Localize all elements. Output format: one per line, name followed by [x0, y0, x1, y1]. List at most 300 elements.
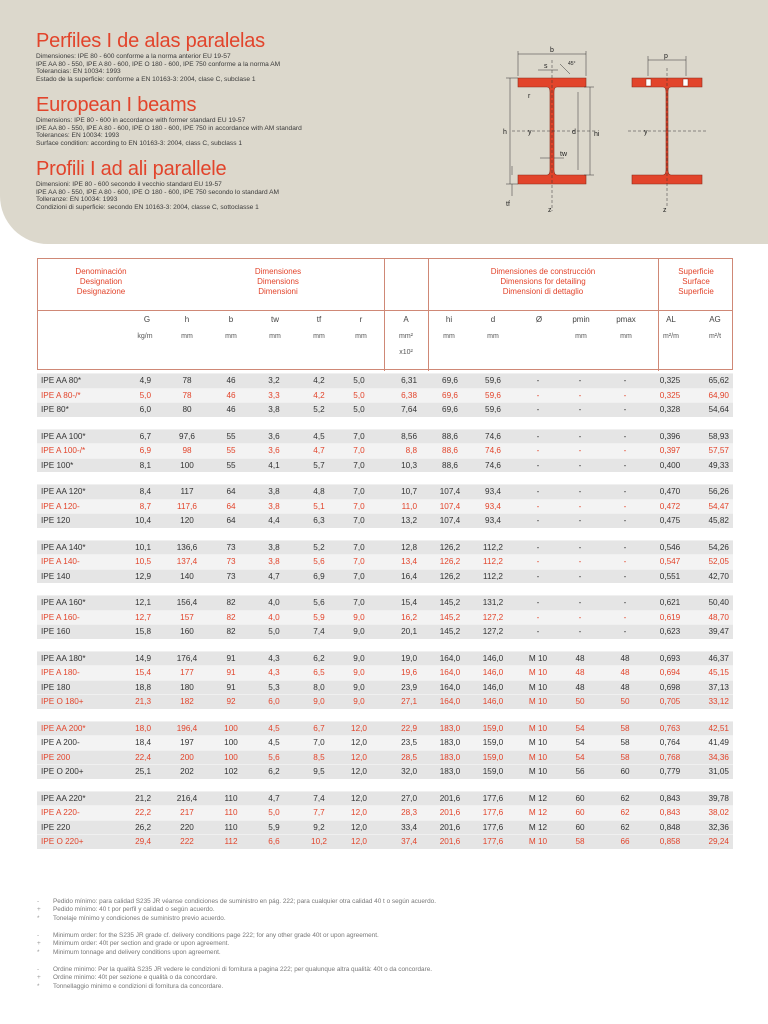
table-cell: 6,0 — [268, 697, 280, 706]
table-cell: 38,02 — [708, 808, 729, 817]
table-cell: 7,0 — [353, 431, 365, 441]
table-cell: 201,6 — [439, 837, 461, 846]
table-cell: 22,4 — [135, 752, 151, 762]
table-cell: 8,1 — [139, 460, 151, 470]
table-cell: 6,6 — [268, 837, 280, 846]
table-cell: 9,0 — [353, 612, 365, 622]
table-cell: - — [623, 460, 627, 470]
table-cell: 91 — [226, 682, 236, 692]
table-cell: M 10 — [528, 668, 548, 677]
symbol-hi: hi — [445, 315, 453, 324]
table-cell: 45,15 — [708, 668, 729, 677]
table-cell: 93,4 — [485, 501, 501, 511]
table-cell: 64 — [226, 516, 236, 525]
table-cell: 73 — [226, 571, 236, 581]
table-cell: 12,1 — [135, 598, 151, 607]
table-cell: 91 — [226, 653, 236, 663]
table-cell: 200 — [180, 752, 194, 762]
label-h: h — [503, 129, 507, 136]
cell-designation: IPE A 200- — [41, 738, 80, 747]
footnote: - Minimum order: for the S235 JR grade cf. delivery conditions page 222; for any other grade 40t or upon agreement. — [37, 932, 379, 939]
table-cell: 32,36 — [708, 822, 729, 832]
table-row — [37, 388, 733, 403]
table-cell: M 10 — [528, 682, 548, 692]
table-cell: 7,0 — [353, 571, 365, 581]
table-cell: 0,325 — [659, 376, 681, 385]
table-cell: - — [623, 501, 627, 511]
table-cell: 0,779 — [659, 767, 681, 776]
table-cell: 5,7 — [313, 460, 325, 470]
table-cell: 177,6 — [482, 808, 504, 817]
table-cell: - — [578, 446, 582, 455]
table-cell: 62 — [620, 808, 630, 817]
table-row — [37, 694, 733, 709]
table-cell: - — [536, 390, 540, 400]
table-cell: 18,0 — [135, 723, 151, 733]
table-cell: M 12 — [528, 822, 548, 832]
symbol-diameter: Ø — [535, 315, 543, 324]
i-beam-bolt-diagram — [622, 46, 712, 216]
table-cell: 16,4 — [401, 571, 417, 581]
footnotes-english — [37, 932, 379, 957]
table-cell: 73 — [226, 557, 236, 566]
table-cell: 7,0 — [353, 487, 365, 496]
table-cell: 5,0 — [268, 627, 280, 636]
table-row — [37, 499, 733, 514]
header-designation: Denominación Designation Designazione — [75, 267, 127, 296]
table-cell: 55 — [226, 431, 236, 441]
table-header — [37, 258, 733, 370]
table-cell: - — [578, 516, 582, 525]
table-cell: 183,0 — [439, 723, 461, 733]
section-line: IPE AA 80 - 550, IPE A 80 - 600, IPE O 180 - 600, IPE 750 conforme a la norma AM — [36, 60, 281, 68]
table-cell: 0,848 — [659, 822, 681, 832]
table-cell: 4,1 — [268, 460, 280, 470]
cell-designation: IPE AA 140* — [41, 542, 86, 552]
table-cell: 46 — [226, 390, 236, 400]
table-cell: 15,4 — [135, 668, 151, 677]
table-cell: - — [536, 557, 540, 566]
label-d: d — [572, 129, 576, 136]
table-cell: 4,7 — [268, 793, 280, 803]
section-line: Tolerancias: EN 10034: 1993 — [36, 68, 121, 76]
table-cell: 0,768 — [659, 752, 681, 762]
unit-al: m²/m — [663, 333, 679, 340]
table-cell: 9,0 — [353, 682, 365, 692]
footnote: - Pedido mínimo: para calidad S235 JR véanse condiciones de suministro en pág. 222; para cualquier otra calidad 40 t o según acuerdo. — [37, 898, 436, 905]
table-cell: 10,1 — [135, 542, 151, 552]
footnote: * Minimum tonnage and delivery conditions upon agreement. — [37, 948, 221, 956]
cell-designation: IPE AA 220* — [41, 793, 86, 803]
table-cell: - — [623, 516, 627, 525]
table-row — [37, 402, 733, 417]
section-line: Dimensions: IPE 80 - 600 in accordance with former standard EU 19-57 — [36, 117, 246, 124]
table-cell: 59,6 — [485, 405, 501, 414]
table-cell: 56,26 — [708, 487, 729, 496]
table-cell: 80 — [182, 405, 192, 414]
table-cell: 197 — [180, 738, 194, 747]
table-row — [37, 651, 733, 666]
table-cell: 183,0 — [439, 767, 461, 776]
table-cell: 12,0 — [351, 738, 367, 747]
table-cell: 5,1 — [313, 501, 325, 511]
section-line: Tolerances: EN 10034: 1993 — [36, 132, 120, 140]
table-cell: M 10 — [528, 767, 548, 776]
table-cell: 10,2 — [311, 837, 327, 846]
table-cell: - — [578, 501, 582, 511]
table-row — [37, 373, 733, 388]
table-cell: 12,0 — [351, 793, 367, 803]
table-cell: 12,0 — [351, 808, 367, 817]
label-z: z — [548, 207, 552, 214]
table-cell: 4,7 — [268, 571, 280, 581]
table-cell: 6,31 — [401, 376, 417, 385]
table-cell: 7,0 — [313, 738, 325, 747]
table-cell: 7,7 — [313, 808, 325, 817]
table-cell: 8,4 — [139, 487, 151, 496]
table-cell: 6,9 — [313, 571, 325, 581]
table-cell: 177,6 — [482, 822, 504, 832]
table-cell: - — [623, 376, 627, 385]
table-cell: 64,90 — [708, 390, 729, 400]
table-cell: 0,551 — [659, 571, 681, 581]
table-cell: - — [623, 446, 627, 455]
table-cell: - — [578, 460, 582, 470]
table-cell: - — [536, 431, 540, 441]
table-cell: 58 — [620, 738, 630, 747]
table-cell: - — [623, 612, 627, 622]
label-s: s — [544, 63, 548, 70]
table-cell: 4,2 — [313, 390, 325, 400]
cell-designation: IPE AA 160* — [41, 598, 86, 607]
table-row — [37, 554, 733, 569]
table-cell: - — [578, 390, 582, 400]
table-cell: 97,6 — [179, 431, 195, 441]
table-cell: 73 — [226, 542, 236, 552]
table-cell: 120 — [180, 516, 194, 525]
table-cell: 48 — [575, 682, 585, 692]
footnote: * Tonnellaggio minimo e condizioni di fornitura da concordare. — [37, 982, 224, 990]
table-cell: 12,7 — [135, 612, 151, 622]
unit-g: kg/m — [137, 333, 153, 340]
table-cell: 0,621 — [659, 598, 681, 607]
table-cell: 157 — [180, 612, 194, 622]
table-cell: 3,6 — [268, 446, 280, 455]
table-cell: 5,0 — [139, 390, 151, 400]
table-cell: 25,1 — [135, 767, 151, 776]
table-cell: 22,2 — [135, 808, 151, 817]
table-cell: 112,2 — [483, 571, 503, 581]
cell-designation: IPE O 180+ — [41, 697, 84, 706]
table-cell: 131,2 — [482, 598, 504, 607]
table-cell: - — [536, 627, 540, 636]
table-cell: 28,3 — [401, 808, 417, 817]
table-cell: - — [623, 571, 627, 581]
table-cell: 110 — [224, 822, 238, 832]
table-cell: - — [623, 557, 627, 566]
table-cell: 7,0 — [353, 516, 365, 525]
table-cell: 58,93 — [708, 431, 729, 441]
table-row — [37, 624, 733, 639]
table-cell: 60 — [575, 793, 585, 803]
table-cell: - — [536, 501, 540, 511]
row-group — [37, 595, 733, 639]
table-cell: - — [578, 376, 582, 385]
table-cell: 62 — [620, 822, 630, 832]
table-cell: 55 — [226, 446, 236, 455]
table-body — [37, 373, 733, 861]
table-cell: 33,4 — [401, 822, 417, 832]
symbol-tf: tf — [316, 315, 322, 324]
table-cell: 48 — [575, 653, 585, 663]
table-cell: - — [536, 460, 540, 470]
unit-hi: mm — [443, 333, 455, 340]
cell-designation: IPE O 200+ — [41, 767, 84, 776]
table-cell: 5,0 — [268, 808, 280, 817]
table-cell: 5,6 — [313, 598, 325, 607]
row-group — [37, 484, 733, 528]
cell-designation: IPE 200 — [41, 752, 71, 762]
table-cell: 9,0 — [353, 697, 365, 706]
label-y: y — [528, 129, 532, 136]
table-cell: 160 — [180, 627, 194, 636]
section-line: IPE AA 80 - 550, IPE A 80 - 600, IPE O 180 - 600, IPE 750 secondo lo standard AM — [36, 188, 280, 196]
cell-designation: IPE 160 — [41, 627, 71, 636]
table-cell: 82 — [226, 598, 236, 607]
table-cell: 27,1 — [401, 697, 417, 706]
table-cell: M 10 — [528, 738, 548, 747]
footnote: * Tonelaje mínimo y condiciones de suministro previo acuerdo. — [37, 914, 226, 922]
cell-designation: IPE A 160- — [41, 612, 80, 622]
symbol-ag: AG — [709, 315, 721, 324]
table-cell: 37,4 — [401, 837, 417, 846]
footnote: + Pedido mínimo: 40 t por perfil y calidad o según acuerdo. — [37, 906, 215, 914]
table-row — [37, 680, 733, 695]
table-cell: 177 — [180, 668, 194, 677]
table-cell: 126,2 — [439, 557, 461, 566]
table-cell: 137,4 — [176, 557, 198, 566]
table-cell: - — [623, 627, 627, 636]
table-cell: 107,4 — [439, 501, 461, 511]
table-cell: 48 — [620, 682, 630, 692]
unit-a: mm² — [399, 333, 413, 340]
table-cell: 126,2 — [439, 542, 461, 552]
unit-tw: mm — [269, 333, 281, 340]
table-cell: 0,705 — [659, 697, 681, 706]
table-cell: 59,6 — [485, 376, 501, 385]
table-cell: 3,8 — [268, 557, 280, 566]
table-cell: 7,0 — [353, 501, 365, 511]
table-cell: 5,2 — [313, 405, 325, 414]
table-cell: 55 — [226, 460, 236, 470]
table-cell: 12,9 — [135, 571, 151, 581]
table-cell: 29,24 — [708, 837, 729, 846]
table-row — [37, 540, 733, 555]
table-cell: 34,36 — [708, 752, 729, 762]
table-cell: 46 — [226, 405, 236, 414]
table-cell: 159,0 — [482, 767, 504, 776]
table-cell: 23,5 — [401, 738, 417, 747]
cell-designation: IPE AA 120* — [41, 487, 86, 496]
table-cell: - — [623, 542, 627, 552]
table-cell: 0,763 — [659, 723, 681, 733]
table-cell: 52,05 — [708, 557, 729, 566]
section-line: Tolleranze: EN 10034: 1993 — [36, 196, 118, 204]
table-row — [37, 458, 733, 473]
table-cell: 12,8 — [401, 542, 417, 552]
table-cell: 69,6 — [442, 405, 458, 414]
table-cell: 16,2 — [401, 612, 417, 622]
i-beam-dimension-diagram — [498, 46, 610, 216]
table-cell: - — [578, 557, 582, 566]
table-cell: 117,6 — [177, 501, 197, 511]
table-cell: 12,0 — [351, 822, 367, 832]
table-cell: 0,472 — [659, 501, 681, 511]
table-cell: 54 — [575, 752, 585, 762]
section-title: European I beams — [36, 94, 197, 116]
table-cell: 6,5 — [313, 668, 325, 677]
table-cell: 64 — [226, 487, 236, 496]
table-cell: 15,8 — [135, 627, 151, 636]
unit-r: mm — [355, 333, 367, 340]
table-cell: 57,57 — [708, 446, 729, 455]
table-cell: 32,0 — [401, 767, 417, 776]
table-cell: M 12 — [528, 808, 548, 817]
table-cell: 182 — [180, 697, 194, 706]
table-cell: 5,6 — [268, 752, 280, 762]
table-cell: 7,0 — [353, 557, 365, 566]
table-cell: M 10 — [528, 653, 548, 663]
table-cell: 19,6 — [401, 668, 417, 677]
section-spanish — [36, 30, 280, 84]
cell-designation: IPE 220 — [41, 822, 71, 832]
table-cell: 112 — [224, 837, 238, 846]
table-cell: 10,3 — [401, 460, 417, 470]
table-cell: 183,0 — [439, 752, 461, 762]
table-cell: 74,6 — [485, 431, 501, 441]
table-cell: 18,4 — [135, 738, 151, 747]
table-cell: 146,0 — [482, 682, 504, 692]
table-cell: 10,7 — [401, 487, 417, 496]
table-cell: 8,5 — [313, 752, 325, 762]
table-cell: - — [578, 627, 582, 636]
table-cell: 110 — [224, 793, 238, 803]
table-cell: 7,0 — [353, 446, 365, 455]
label-r: r — [528, 93, 531, 100]
table-cell: 145,2 — [439, 612, 461, 622]
table-cell: 9,5 — [313, 767, 325, 776]
table-cell: 159,0 — [482, 752, 504, 762]
symbol-tw: tw — [271, 315, 279, 324]
unit-h: mm — [181, 333, 193, 340]
symbol-al: AL — [666, 315, 676, 324]
label-tf: tf — [506, 201, 510, 208]
table-cell: - — [578, 571, 582, 581]
table-cell: 4,0 — [268, 598, 280, 607]
header-dimensions: Dimensiones Dimensions Dimensioni — [254, 267, 302, 296]
table-cell: 220 — [180, 822, 194, 832]
table-cell: 42,70 — [708, 571, 729, 581]
table-cell: 177,6 — [482, 793, 504, 803]
table-cell: - — [536, 487, 540, 496]
table-row — [37, 834, 733, 849]
table-cell: 6,38 — [401, 390, 417, 400]
symbol-h: h — [184, 315, 190, 324]
table-cell: 39,47 — [708, 627, 729, 636]
table-cell: 6,0 — [139, 405, 151, 414]
unit-pmin: mm — [575, 333, 587, 340]
table-row — [37, 610, 733, 625]
table-cell: 100 — [224, 738, 238, 747]
label-b: b — [550, 47, 554, 54]
table-cell: 3,2 — [268, 376, 280, 385]
symbol-pmax: pmax — [616, 315, 636, 324]
table-cell: 177,6 — [482, 837, 504, 846]
table-cell: 4,0 — [268, 612, 280, 622]
table-cell: 117 — [180, 487, 194, 496]
table-cell: 28,5 — [401, 752, 417, 762]
table-cell: 159,0 — [482, 738, 504, 747]
table-cell: 183,0 — [439, 738, 461, 747]
symbol-pmin: pmin — [572, 315, 590, 324]
header-construction: Dimensiones de construcción Dimensions for detailing Dimensioni di dettaglio — [490, 267, 596, 296]
table-cell: 13,4 — [401, 557, 417, 566]
symbol-r: r — [359, 315, 363, 324]
cell-designation: IPE 140 — [41, 571, 71, 581]
table-cell: 0,325 — [659, 390, 681, 400]
unit-b: mm — [225, 333, 237, 340]
table-cell: 202 — [180, 767, 194, 776]
table-cell: 69,6 — [442, 376, 458, 385]
table-cell: 4,5 — [268, 738, 280, 747]
table-cell: 146,0 — [482, 668, 504, 677]
table-cell: 0,764 — [659, 738, 681, 747]
table-cell: 201,6 — [439, 793, 461, 803]
label-angle: 45° — [568, 61, 576, 67]
table-cell: 58 — [575, 837, 585, 846]
table-row — [37, 820, 733, 835]
table-cell: M 10 — [528, 837, 548, 846]
footnote: + Minimum order: 40t per section and grade or upon agreement. — [37, 940, 230, 948]
row-group — [37, 651, 733, 709]
table-cell: - — [623, 487, 627, 496]
table-cell: 0,470 — [659, 487, 681, 496]
table-cell: 159,0 — [482, 723, 504, 733]
table-cell: 0,843 — [659, 793, 681, 803]
table-cell: 6,7 — [139, 431, 151, 441]
table-cell: 54,26 — [708, 542, 729, 552]
table-cell: 4,5 — [268, 723, 280, 733]
cell-designation: IPE A 100-/* — [41, 446, 86, 455]
table-cell: 164,0 — [439, 682, 461, 692]
table-cell: 102 — [224, 767, 238, 776]
table-cell: 222 — [180, 837, 194, 846]
table-cell: 4,7 — [313, 446, 325, 455]
table-cell: 8,56 — [401, 431, 417, 441]
footnotes-italian — [37, 966, 432, 991]
table-cell: 0,397 — [659, 446, 681, 455]
unit-d: mm — [487, 333, 499, 340]
symbol-a: A — [403, 315, 409, 324]
table-cell: 7,0 — [353, 542, 365, 552]
table-row — [37, 484, 733, 499]
footnotes-spanish — [37, 898, 436, 923]
section-line: Surface condition: according to EN 10163-3: 2004, class C, subclass 1 — [36, 140, 242, 148]
label-hi: hi — [594, 131, 600, 138]
table-cell: 196,4 — [176, 723, 198, 733]
unit-pmax: mm — [620, 333, 632, 340]
table-cell: 78 — [182, 390, 192, 400]
